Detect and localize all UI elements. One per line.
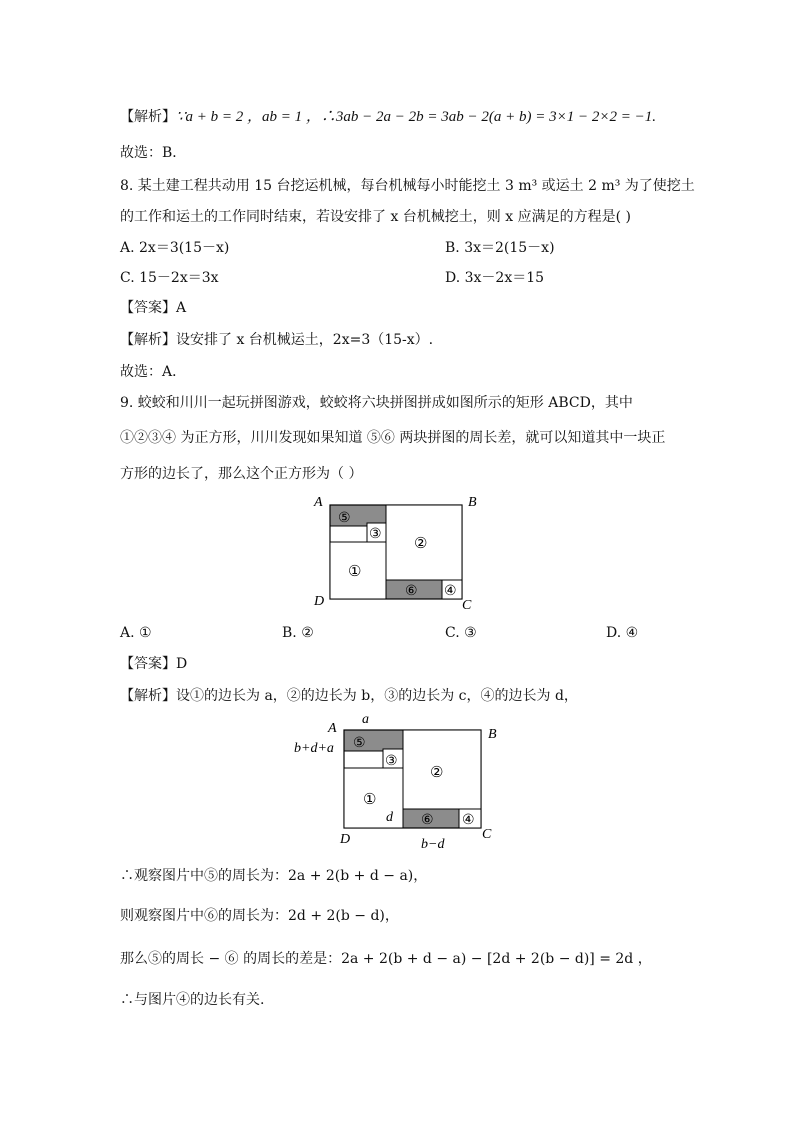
q9-option-b: B. ② (282, 625, 314, 641)
label-piece-4: ④ (444, 584, 457, 599)
q8-explanation: 【解析】设安排了 x 台机械运土，2x=3（15-x）. (120, 332, 434, 348)
explain-math: ∵a + b = 2 ，ab = 1 ，∴3ab − 2a − 2b = 3ab − 2(a + b) = 3×1 − 2×2 = −1. (176, 109, 656, 125)
q9-conclusion: ∴与图片④的边长有关. (120, 992, 265, 1008)
label-piece-5: ⑤ (338, 511, 351, 526)
vertex-b: B (468, 495, 477, 510)
label-b-plus-d-plus-a: b+d+a (294, 741, 334, 756)
label-piece-5: ⑤ (353, 736, 366, 751)
vertex-a: A (328, 721, 337, 736)
label-piece-6: ⑥ (405, 584, 418, 599)
label-a: a (362, 712, 369, 727)
q9-perimeter-6: 则观察图片中⑥的周长为：2d + 2(b − d)， (120, 908, 399, 924)
label-piece-3: ③ (369, 527, 382, 542)
label-piece-1: ① (348, 564, 362, 580)
q9-option-a: A. ① (120, 625, 152, 641)
q8-answer: 【答案】A (120, 300, 187, 316)
q9-option-c: C. ③ (445, 625, 477, 641)
label-b-minus-d: b−d (421, 837, 445, 852)
q7-explanation (120, 107, 656, 127)
vertex-a: A (314, 495, 323, 510)
q8-option-b: B. 3x＝2(15－x) (445, 240, 555, 256)
q9-perimeter-5: ∴观察图片中⑤的周长为：2a + 2(b + d − a)， (120, 868, 428, 884)
label-d: d (386, 810, 393, 825)
q9-stem-line2: ①②③④ 为正方形，川川发现如果知道 ⑤⑥ 两块拼图的周长差，就可以知道其中一块正 (120, 430, 666, 446)
label-piece-4: ④ (462, 813, 475, 828)
q9-stem-line1: 9. 蛟蛟和川川一起玩拼图游戏，蛟蛟将六块拼图拼成如图所示的矩形 ABCD，其中 (120, 395, 633, 411)
q8-stem-line1: 8. 某土建工程共动用 15 台挖运机械，每台机械每小时能挖土 3 m³ 或运土 2 m³ 为了使挖土 (120, 178, 695, 194)
q8-option-c: C. 15－2x＝3x (120, 270, 219, 286)
q8-option-d: D. 3x－2x＝15 (445, 270, 545, 286)
puzzle-figure-annotated (290, 708, 505, 853)
q7-choice: 故选：B． (120, 145, 187, 161)
vertex-d: D (340, 832, 351, 847)
q9-answer: 【答案】D (120, 656, 188, 672)
q9-stem-line3: 方形的边长了，那么这个正方形为（ ） (120, 466, 363, 482)
q8-stem-line2: 的工作和运土的工作同时结束，若设安排了 x 台机械挖土，则 x 应满足的方程是( ) (120, 209, 631, 225)
label-piece-6: ⑥ (421, 813, 434, 828)
label-piece-2: ② (414, 536, 428, 552)
q9-explanation: 【解析】设①的边长为 a，②的边长为 b，③的边长为 c，④的边长为 d， (120, 688, 578, 704)
vertex-b: B (488, 727, 497, 742)
q9-perimeter-difference: 那么⑤的周长 − ⑥ 的周长的差是：2a + 2(b + d − a) − [2d + 2(b − d)] = 2d ， (120, 951, 652, 967)
label-piece-1: ① (363, 792, 377, 808)
vertex-c: C (462, 598, 472, 613)
label-piece-3: ③ (385, 754, 398, 769)
q8-option-a: A. 2x＝3(15－x) (120, 240, 230, 256)
explain-tag: 【解析】 (120, 109, 176, 125)
q8-choice: 故选：A． (120, 364, 187, 380)
vertex-c: C (482, 827, 492, 842)
label-piece-2: ② (430, 765, 444, 781)
puzzle-figure (300, 488, 490, 613)
q9-option-d: D. ④ (606, 625, 639, 641)
vertex-d: D (314, 594, 325, 609)
